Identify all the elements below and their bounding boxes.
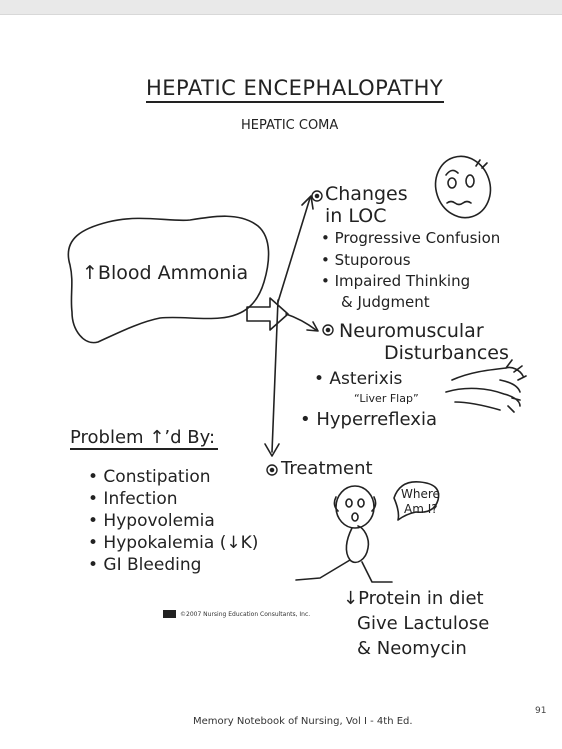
treatment-line: & Neomycin [357, 638, 467, 659]
loc-item: • Impaired Thinking [321, 272, 471, 290]
page-number: 91 [535, 706, 547, 716]
loc-item: & Judgment [341, 293, 430, 311]
worried-face-icon [428, 149, 499, 225]
neuro-heading-line1: Neuromuscular [339, 320, 484, 342]
problem-item: • Hypovolemia [88, 511, 215, 531]
liver-flap-hands-icon [446, 360, 526, 412]
loc-item: • Progressive Confusion [321, 229, 501, 247]
liver-label: ↑Blood Ammonia [82, 262, 249, 284]
liver-flap-label: “Liver Flap” [354, 392, 419, 405]
problem-item: • Constipation [88, 467, 211, 487]
asterixis-label: • Asterixis [314, 369, 403, 389]
footer-text: Memory Notebook of Nursing, Vol I - 4th Ed. [193, 716, 413, 727]
loc-item: • Stuporous [321, 251, 411, 269]
hyperreflexia-label: • Hyperreflexia [300, 409, 437, 430]
treatment-heading: Treatment [281, 458, 373, 479]
spine-line [272, 300, 278, 452]
page-title: HEPATIC ENCEPHALOPATHY [146, 76, 444, 100]
loc-heading-line1: Changes [325, 183, 408, 205]
treatment-line: ↓Protein in diet [343, 588, 484, 609]
neuro-arrow [286, 314, 316, 330]
problem-heading: Problem ↑’d By: [70, 427, 216, 448]
publisher-logo [163, 610, 176, 618]
title-underline [146, 101, 444, 103]
problem-underline [70, 448, 218, 450]
problem-item: • GI Bleeding [88, 555, 202, 575]
copyright-notice: ©2007 Nursing Education Consultants, Inc. [180, 611, 311, 618]
speech-bubble-line2: Am I? [404, 502, 438, 516]
neuro-heading-line2: Disturbances [384, 342, 509, 364]
page-subtitle: HEPATIC COMA [241, 118, 339, 133]
speech-bubble-line1: Where [401, 487, 440, 501]
loc-arrow [278, 198, 310, 302]
problem-item: • Hypokalemia (↓K) [88, 533, 259, 553]
loc-heading-line2: in LOC [325, 205, 387, 227]
treatment-line: Give Lactulose [357, 613, 490, 634]
problem-item: • Infection [88, 489, 178, 509]
